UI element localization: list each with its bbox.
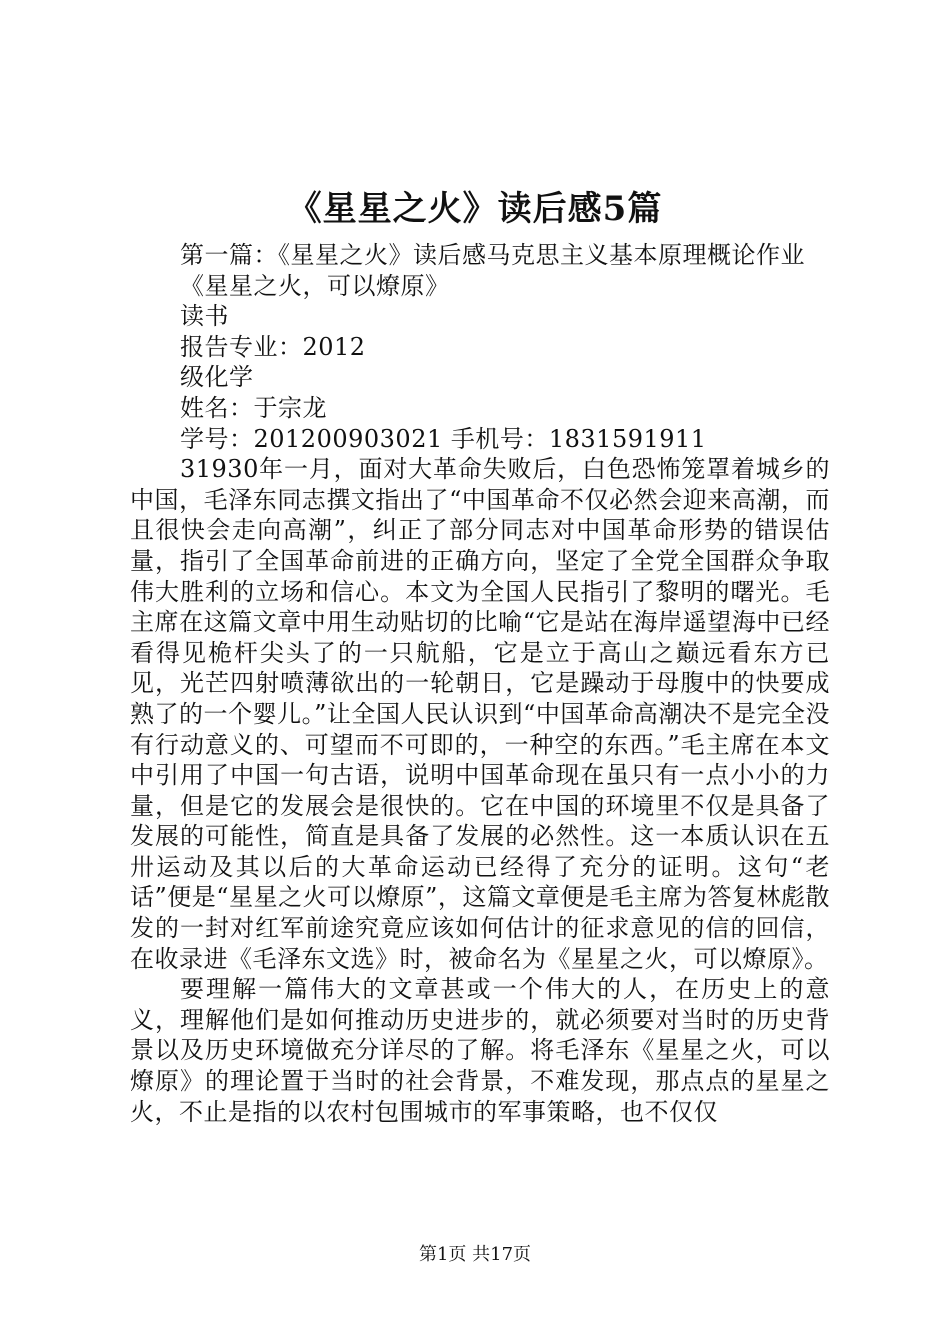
- page-footer: 第1页 共17页: [418, 1244, 532, 1265]
- essay-subtitle: 《星星之火，可以燎原》: [180, 271, 450, 300]
- body-paragraph-2: 要理解一篇伟大的文章甚或一个伟大的人，在历史上的意义，理解他们是如何推动历史进步的，就必须要对当时的历史背景以及历史环境做充分详尽的了解。将毛泽东《星星之火，可以燎原》的理论置于当时的社会背景，不难发现，那点点的星星之火，不止是指的以农村包围城市的军事策略，也不仅仅: [130, 975, 830, 1126]
- document-body: [130, 240, 830, 1127]
- body-paragraph-1: 31930年一月，面对大革命失败后，白色恐怖笼罩着城乡的中国，毛泽东同志撰文指出了“中国革命不仅必然会迎来高潮，而且很快会走向高潮”，纠正了部分同志对中国革命形势的错误估量，指引了全国革命前进的正确方向，坚定了全党全国群众争取伟大胜利的立场和信心。本文为全国人民指引了黎明的曙光。毛主席在这篇文章中用生动贴切的比喻“它是站在海岸遥望海中已经看得见桅杆尖头了的一只航船，它是立于高山之巅远看东方已见，光芒四射喷薄欲出的一轮朝日，它是躁动于母腹中的快要成熟了的一个婴儿。”让全国人民认识到“中国革命高潮决不是完全没有行动意义的、可望而不可即的，一种空的东西。”毛主席在本文中引用了中国一句古语，说明中国革命现在虽只有一点小小的力量，但是它的发展会是很快的。它在中国的环境里不仅是具备了发展的可能性，简直是具备了发展的必然性。这一本质认识在五卅运动及其以后的大革命运动已经得了充分的证明。这句“老话”便是“星星之火可以燎原”，这篇文章便是毛主席为答复林彪散发的一封对红军前途究竟应该如何估计的征求意见的信的回信，在收录进《毛泽东文选》时，被命名为《星星之火，可以燎原》。: [130, 455, 830, 973]
- field-class: 级化学: [180, 363, 254, 392]
- section-heading: 第一篇：《星星之火》读后感马克思主义基本原理概论作业: [180, 241, 805, 269]
- field-name: 姓名：于宗龙: [180, 393, 327, 422]
- document-title: 《星星之火》读后感5篇: [287, 189, 663, 229]
- field-major: 报告专业：2012: [180, 332, 366, 361]
- field-student-id: 学号：201200903021 手机号：1831591911: [180, 424, 707, 453]
- field-reading: 读书: [180, 302, 229, 331]
